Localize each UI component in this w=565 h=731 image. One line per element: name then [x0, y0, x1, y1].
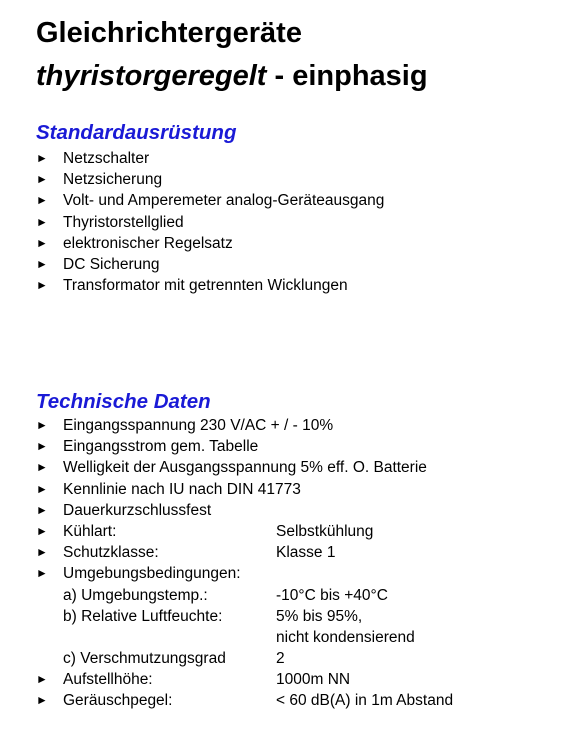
subtitle-rest: - einphasig	[266, 60, 428, 92]
list-item-label: DC Sicherung	[63, 255, 160, 273]
spec-label: Kühlart:	[63, 522, 117, 540]
spec-label: Eingangsstrom gem. Tabelle	[63, 438, 259, 456]
spec-value: Klasse 1	[276, 544, 336, 562]
bullet-arrow-icon: ►	[36, 278, 48, 293]
page-subtitle	[36, 59, 428, 93]
bullet-arrow-icon: ►	[36, 172, 48, 187]
bullet-arrow-icon: ►	[36, 193, 48, 208]
spec-label: Welligkeit der Ausgangsspannung 5% eff. O. Batterie	[63, 459, 427, 477]
spec-value: < 60 dB(A) in 1m Abstand	[276, 692, 454, 710]
spec-value: -10°C bis +40°C	[276, 586, 388, 604]
spec-label: c) Verschmutzungsgrad	[63, 650, 226, 668]
spec-label: Geräuschpegel:	[63, 692, 173, 710]
spec-value: Selbstkühlung	[276, 522, 374, 540]
spec-value: nicht kondensierend	[276, 628, 415, 646]
spec-value: 2	[276, 650, 285, 668]
spec-label: Eingangsspannung 230 V/AC + / - 10%	[63, 417, 334, 434]
list-item-label: elektronischer Regelsatz	[63, 234, 233, 252]
spec-label: Aufstellhöhe:	[63, 671, 153, 689]
subtitle-italic: thyristorgeregelt	[36, 60, 267, 92]
spec-label: Umgebungsbedingungen:	[63, 565, 241, 583]
bullet-arrow-icon: ►	[36, 672, 48, 687]
bullet-arrow-icon: ►	[36, 214, 48, 229]
bullet-arrow-icon: ►	[36, 566, 48, 581]
list-item-label: Netzschalter	[63, 150, 150, 167]
technical-data-heading: Technische Daten	[36, 390, 211, 413]
bullet-arrow-icon: ►	[36, 235, 48, 250]
spec-value: 1000m NN	[276, 671, 351, 689]
standard-equipment-heading: Standardausrüstung	[36, 121, 237, 144]
spec-label: Kennlinie nach IU nach DIN 41773	[63, 480, 301, 498]
bullet-arrow-icon: ►	[36, 481, 48, 496]
bullet-arrow-icon: ►	[36, 256, 48, 271]
list-item-label: Transformator mit getrennten Wicklungen	[63, 277, 348, 295]
spec-label: a) Umgebungstemp.:	[63, 586, 208, 604]
bullet-arrow-icon: ►	[36, 460, 48, 475]
list-item-label: Thyristorstellglied	[63, 213, 184, 231]
bullet-arrow-icon: ►	[36, 151, 48, 165]
list-item-label: Volt- und Amperemeter analog-Geräteausgang	[63, 192, 385, 210]
spec-label: Dauerkurzschlussfest	[63, 501, 212, 519]
bullet-arrow-icon: ►	[36, 523, 48, 538]
page-title: Gleichrichtergeräte	[36, 17, 302, 49]
list-item-label: Netzsicherung	[63, 171, 163, 189]
bullet-arrow-icon: ►	[36, 418, 48, 432]
spec-value: 5% bis 95%,	[276, 607, 363, 625]
bullet-arrow-icon: ►	[36, 545, 48, 560]
bullet-arrow-icon: ►	[36, 693, 48, 708]
spec-label: Schutzklasse:	[63, 544, 159, 562]
spec-label: b) Relative Luftfeuchte:	[63, 607, 223, 625]
bullet-arrow-icon: ►	[36, 439, 48, 454]
bullet-arrow-icon: ►	[36, 502, 48, 517]
